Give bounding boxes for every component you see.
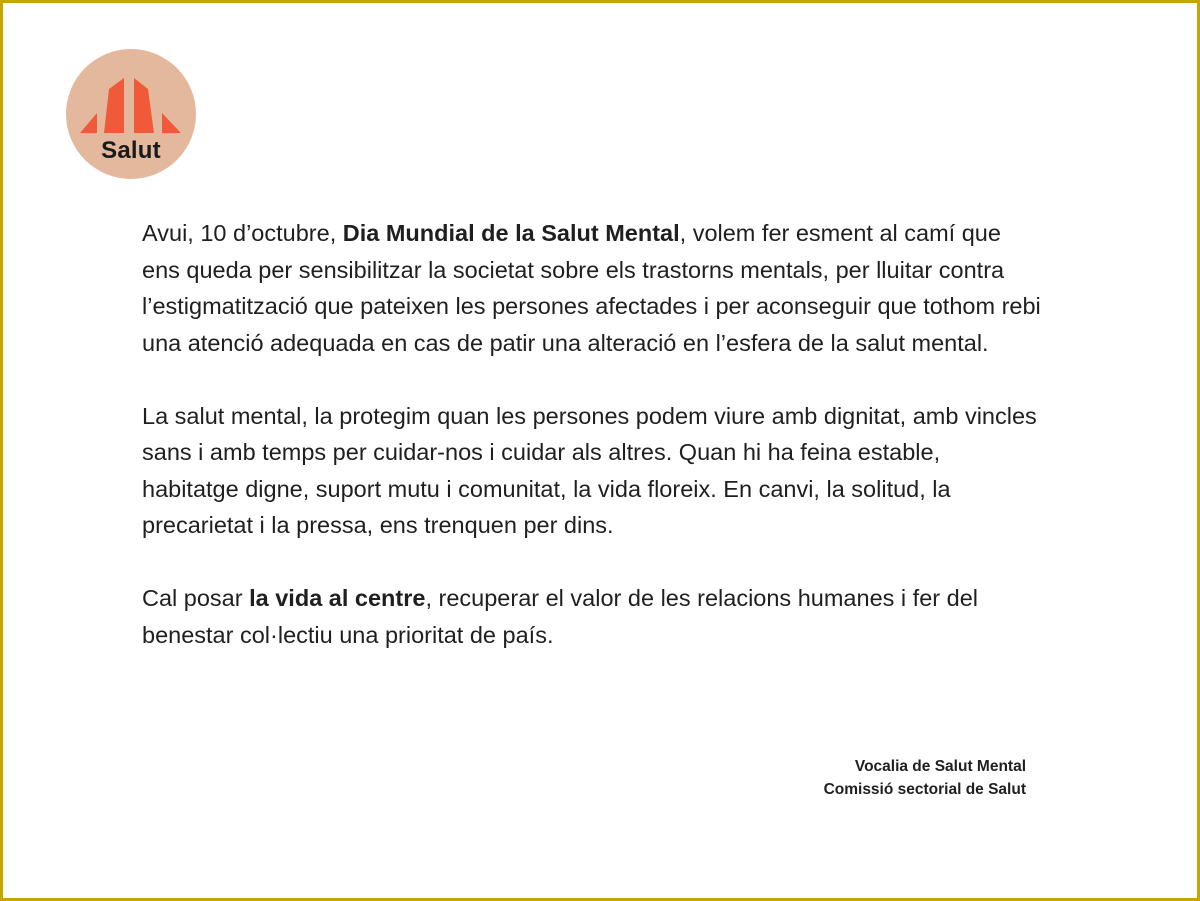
logo-label: Salut bbox=[101, 137, 161, 164]
paragraph-3-emphasis: la vida al centre bbox=[249, 585, 426, 611]
paragraph-1-rest: , volem fer esment al camí que ens queda per sensibilitzar la societat sobre els trastorns mentals, per lluitar contra l’estigmatització que pateixen les persones afectades i per aconseguir que tothom rebi una atenció adequada en cas de patir una alteració en l’esfera de la salut mental. bbox=[142, 220, 1041, 356]
signature-line-2: Comissió sectorial de Salut bbox=[823, 781, 1026, 798]
paragraph-1 bbox=[142, 215, 1042, 361]
paragraph-1-intro: Avui, 10 d’octubre, bbox=[142, 220, 343, 246]
signature-block bbox=[824, 755, 1026, 801]
paragraph-2-text: La salut mental, la protegim quan les persones podem viure amb dignitat, amb vincles sans i amb temps per cuidar-nos i cuidar als altres. Quan hi ha feina estable, habitatge digne, suport mutu i comunitat, la vida floreix. En canvi, la solitud, la precarietat i la pressa, ens trenquen per dins. bbox=[142, 402, 1037, 538]
paragraph-3-intro: Cal posar bbox=[142, 585, 250, 611]
logo-mark-left bbox=[80, 113, 97, 133]
paragraph-2 bbox=[142, 398, 1042, 544]
paragraph-1-emphasis: Dia Mundial de la Salut Mental bbox=[342, 220, 680, 246]
signature-line-1: Vocalia de Salut Mental bbox=[854, 758, 1026, 775]
logo-mark-center-right bbox=[134, 78, 154, 133]
statement-body bbox=[142, 215, 1042, 690]
paragraph-3-rest: , recuperar el valor de les relacions humanes i fer del benestar col·lectiu una prioritat de país. bbox=[142, 585, 978, 648]
logo-mark-center-left bbox=[104, 78, 124, 133]
paragraph-3 bbox=[142, 580, 1042, 653]
logo-mark-right bbox=[162, 113, 181, 133]
salut-logo bbox=[66, 49, 196, 179]
